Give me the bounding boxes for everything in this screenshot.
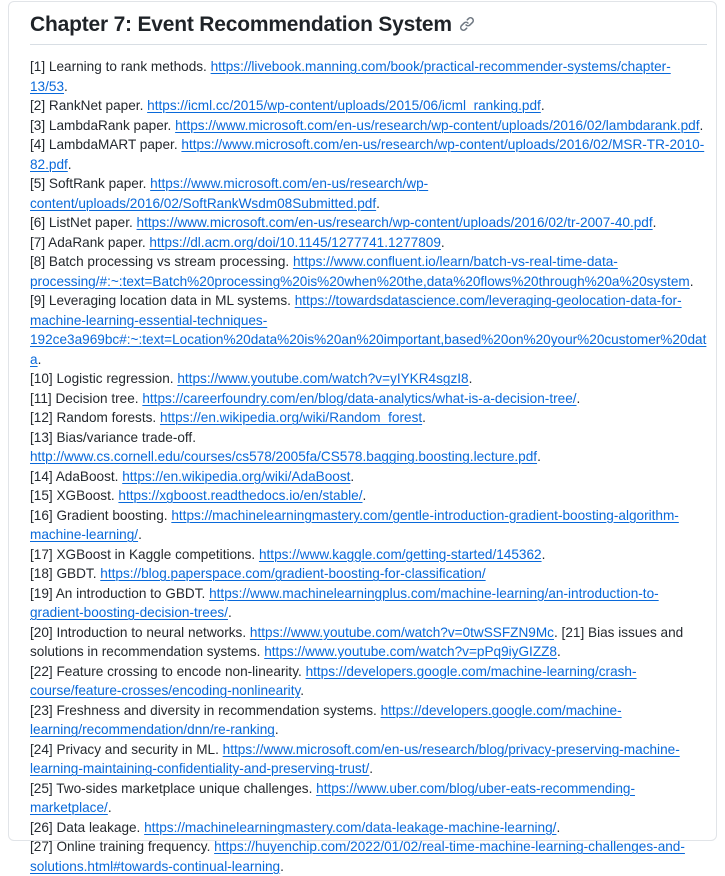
reference-item (30, 664, 637, 699)
reference-item (30, 469, 354, 484)
reference-text: [16] Gradient boosting. (30, 507, 172, 523)
reference-link[interactable]: https://icml.cc/2015/wp-content/uploads/2015/06/icml_ranking.pdf (147, 98, 541, 113)
reference-suffix: . (67, 156, 72, 172)
reference-text: [14] AdaBoost. (30, 468, 123, 484)
reference-text: [24] Privacy and security in ML. (30, 741, 223, 757)
reference-text: [13] Bias/variance trade-off. (30, 429, 196, 445)
page-title (30, 12, 707, 45)
reference-link[interactable]: https://www.microsoft.com/en-us/research/wp-content/uploads/2016/02/lambdarank.pdf (175, 117, 700, 133)
reference-suffix: . (652, 215, 657, 230)
reference-suffix: . (440, 234, 445, 250)
reference-link[interactable]: https://www.youtube.com/watch?v=0twSSFZN9Mc (249, 624, 554, 640)
reference-text: [12] Random forests. (30, 410, 160, 425)
reference-suffix: . (699, 117, 704, 133)
reference-item (30, 625, 558, 640)
reference-link[interactable]: https://www.youtube.com/watch?v=yIYKR4sgzI8 (177, 371, 469, 386)
reference-link[interactable]: https://www.kaggle.com/getting-started/145362 (258, 546, 542, 562)
reference-suffix: . (556, 819, 561, 835)
reference-suffix: . (689, 273, 694, 289)
reference-text: [27] Online training frequency. (30, 839, 215, 854)
reference-link[interactable]: https://developers.google.com/machine-learning/recommendation/dnn/re-ranking (30, 702, 622, 737)
reference-text: [1] Learning to rank methods. (30, 59, 211, 74)
reference-link[interactable]: https://careerfoundry.com/en/blog/data-analytics/what-is-a-decision-tree/ (142, 390, 577, 406)
reference-item (30, 781, 635, 816)
reference-text: [3] LambdaRank paper. (30, 117, 176, 133)
reference-link[interactable]: https://en.wikipedia.org/wiki/Random_forest (159, 410, 423, 425)
reference-link[interactable]: https://machinelearningmastery.com/gentle-introduction-gradient-boosting-algorithm-machine-learning/ (30, 507, 679, 542)
reference-text: [9] Leveraging location data in ML systems. (30, 293, 295, 308)
reference-item (30, 118, 703, 133)
reference-text: [25] Two-sides marketplace unique challenges. (30, 780, 317, 796)
reference-item (30, 547, 545, 562)
reference-text: [23] Freshness and diversity in recommendation systems. (30, 702, 381, 718)
reference-item (30, 410, 426, 425)
reference-link[interactable]: https://www.uber.com/blog/uber-eats-recommending-marketplace/ (30, 780, 635, 815)
reference-item (30, 371, 472, 386)
reference-suffix: . (138, 527, 142, 542)
reference-suffix: . (369, 761, 374, 776)
reference-item (30, 820, 560, 835)
reference-text: [10] Logistic regression. (30, 371, 178, 386)
reference-text: [2] RankNet paper. (30, 98, 148, 113)
link-icon (459, 14, 475, 37)
reference-suffix: . (553, 624, 558, 640)
reference-suffix: . (37, 351, 42, 367)
reference-link[interactable]: https://www.youtube.com/watch?v=pPq9iyGIZZ8 (264, 644, 557, 659)
reference-suffix: . (274, 722, 279, 737)
reference-item (30, 59, 671, 94)
reference-link[interactable]: https://www.microsoft.com/en-us/research/wp-content/uploads/2016/02/MSR-TR-2010-82.pdf (30, 137, 705, 172)
reference-link[interactable]: https://www.microsoft.com/en-us/research/wp-content/uploads/2016/02/tr-2007-40.pdf (136, 215, 653, 230)
reference-text: [19] An introduction to GBDT. (30, 585, 210, 601)
reference-link[interactable]: https://huyenchip.com/2022/01/02/real-time-machine-learning-challenges-and-solutions.html#towards-continual-learning (30, 839, 685, 874)
reference-item (30, 176, 428, 211)
reference-item (30, 586, 659, 621)
reference-item (30, 137, 704, 172)
reference-suffix: . (422, 410, 426, 425)
markdown-body (8, 1, 717, 874)
reference-text: [22] Feature crossing to encode non-linearity. (30, 663, 306, 679)
reference-item (30, 703, 622, 738)
reference-text: [6] ListNet paper. (30, 215, 137, 230)
reference-suffix: . (537, 449, 541, 464)
reference-item (30, 391, 580, 406)
reference-suffix: . (540, 98, 545, 113)
reference-suffix: . (557, 644, 561, 659)
heading-anchor-link[interactable] (459, 15, 475, 36)
reference-link[interactable]: https://developers.google.com/machine-learning/crash-course/feature-crosses/encoding-nonlinearity (30, 663, 637, 698)
reference-item (30, 215, 656, 230)
reference-text: [26] Data leakage. (30, 819, 145, 835)
reference-text: [11] Decision tree. (30, 390, 143, 406)
reference-text: [5] SoftRank paper. (30, 176, 151, 191)
reference-suffix: . (362, 488, 367, 503)
reference-suffix: . (350, 468, 355, 484)
reference-text: [17] XGBoost in Kaggle competitions. (30, 546, 259, 562)
reference-item (30, 235, 445, 250)
reference-suffix: . (280, 858, 284, 874)
reference-link[interactable]: https://www.machinelearningplus.com/machine-learning/an-introduction-to-gradient-boosting-decision-trees/ (30, 585, 659, 620)
page-title-text: Chapter 7: Event Recommendation System (30, 13, 452, 36)
reference-suffix: . (64, 78, 68, 94)
reference-link[interactable]: https://www.microsoft.com/en-us/research/wp-content/uploads/2016/02/SoftRankWsdm08Submitted.pdf (30, 176, 429, 211)
reference-item (30, 508, 679, 543)
reference-item (30, 488, 366, 503)
reference-link[interactable]: https://en.wikipedia.org/wiki/AdaBoost (122, 468, 351, 484)
reference-suffix: . (300, 683, 305, 698)
reference-item (30, 566, 486, 581)
reference-text: [18] GBDT. (30, 566, 101, 581)
reference-link[interactable]: https://xgboost.readthedocs.io/en/stable/ (118, 488, 363, 503)
reference-suffix: . (376, 195, 380, 211)
reference-suffix: . (107, 800, 112, 815)
reference-link[interactable]: https://towardsdatascience.com/leveraging-geolocation-data-for-machine-learning-essential-techniques-192ce3a969bc#:~:text=Location%20data%20is%20an%20important,based%20on%20your%20customer%20data (30, 293, 707, 367)
reference-link[interactable]: https://www.microsoft.com/en-us/research/blog/privacy-preserving-machine-learning-maintaining-confidentiality-and-preserving-trust/ (30, 741, 680, 776)
reference-item (30, 839, 685, 874)
reference-text: [15] XGBoost. (30, 488, 119, 503)
reference-item (30, 98, 545, 113)
reference-text: [4] LambdaMART paper. (30, 137, 182, 152)
reference-text: [21] Bias issues and solutions in recommendation systems. (30, 624, 684, 659)
reference-text: [20] Introduction to neural networks. (30, 624, 250, 640)
reference-item (30, 742, 680, 777)
reference-link[interactable]: https://livebook.manning.com/book/practical-recommender-systems/chapter-13/53 (30, 59, 671, 94)
reference-text: [8] Batch processing vs stream processing. (30, 254, 293, 269)
reference-link[interactable]: https://machinelearningmastery.com/data-leakage-machine-learning/ (144, 819, 557, 835)
reference-suffix: . (541, 546, 546, 562)
reference-item (30, 293, 706, 367)
reference-suffix: . (576, 390, 581, 406)
reference-item (30, 430, 541, 465)
reference-link[interactable]: https://blog.paperspace.com/gradient-boosting-for-classification/ (100, 566, 486, 581)
reference-item (30, 254, 694, 289)
reference-link[interactable]: https://www.confluent.io/learn/batch-vs-real-time-data-processing/#:~:text=Batch%20processing%20is%20when%20the,data%20flows%20through%20a%20system (30, 254, 690, 289)
reference-suffix: . (468, 371, 473, 386)
reference-text: [7] AdaRank paper. (30, 234, 150, 250)
reference-link[interactable]: https://dl.acm.org/doi/10.1145/1277741.1277809 (149, 234, 441, 250)
reference-suffix: . (227, 605, 232, 620)
reference-link[interactable]: http://www.cs.cornell.edu/courses/cs578/2005fa/CS578.bagging.boosting.lecture.pdf (30, 449, 538, 464)
references (30, 57, 707, 876)
